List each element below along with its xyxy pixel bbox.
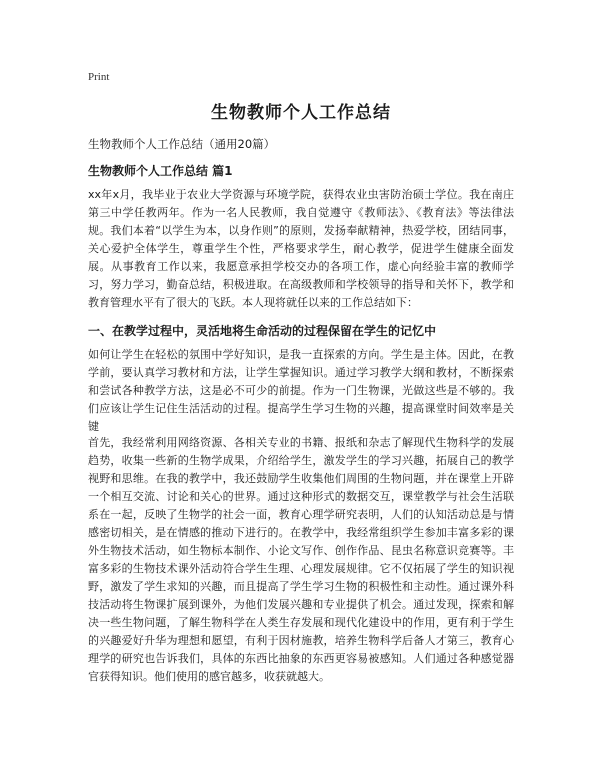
body-paragraph: 如何让学生在轻松的氛围中学好知识，是我一直探索的方向。学生是主体。因此，在教学前，要认真学习教材和方法，让学生掌握知识。通过学习教学大纲和教材，不断探索和尝试各种教学方法，这是必不可少的前提。作为一门生物课，光做这些是不够的。我们应该让学生记住生活活动的过程。提高学生学习生物的兴趣，提高课堂时间效率是关键 <box>88 348 514 433</box>
body-paragraph: 首先，我经常利用网络资源、各相关专业的书籍、报纸和杂志了解现代生物科学的发展趋势，收集一些新的生物学成果，介绍给学生，激发学生的学习兴趣，拓展自己的教学视野和思维。在我的教学中，我还鼓励学生收集他们周围的生物问题，并在课堂上开辟一个相互交流、讨论和关心的世界。通过这种形式的数据交互，课堂教学与社会生活联系在一起，反映了生物学的社会一面，教育心理学研究表明，人们的认知活动总是与情感密切相关，是在情感的推动下进行的。在教学中，我经常组织学生参加丰富多彩的课外生物技术活动，如生物标本制作、小论文写作、创作作品、昆虫名称意识竞赛等。丰富多彩的生物技术课外活动符合学生生理、心理发展规律。它不仅拓展了学生的知识视野，激发了学生求知的兴趣，而且提高了学生学习生物的积极性和主动性。通过课外科技活动将生物课扩展到课外，为他们发展兴趣和专业提供了机会。通过发现，探索和解决一些生物问题，了解生物科学在人类生存发展和现代化建设中的作用，更有利于学生的兴趣爱好升华为理想和愿望，有利于因材施教，培养生物科学后备人才第三，教育心理学的研究也告诉我们，具体的东西比抽象的东西更容易被感知。人们通过各种感觉器官获得知识。他们使用的感官越多，收获就越大。 <box>88 436 514 683</box>
section-heading: 一、在教学过程中，灵活地将生命活动的过程保留在学生的记忆中 <box>88 324 437 338</box>
intro-paragraph: xx年x月，我毕业于农业大学资源与环境学院，获得农业虫害防治硕士学位。我在南庄第三中学任教两年。作为一名人民教师，我自觉遵守《教师法》、《教育法》等法律法规。我们本着“以学生为本，以身作则”的原则，发扬奉献精神，热爱学校，团结同事，关心爱护全体学生，尊重学生个性，严格要求学生，耐心教学，促进学生健康全面发展。从事教育工作以来，我愿意承担学校交办的各项工作，虚心向经验丰富的教师学习，努力学习，勤奋总结，积极进取。在高级教师和学校领导的指导和关怀下，教学和教育管理水平有了很大的飞跃。本人现将就任以来的工作总结如下： <box>88 188 514 309</box>
document-title: 生物教师个人工作总结 <box>211 103 391 123</box>
document-subtitle: 生物教师个人工作总结（通用20篇） <box>88 137 276 151</box>
print-link[interactable]: Print <box>88 71 110 83</box>
part-heading: 生物教师个人工作总结 篇1 <box>88 164 233 178</box>
